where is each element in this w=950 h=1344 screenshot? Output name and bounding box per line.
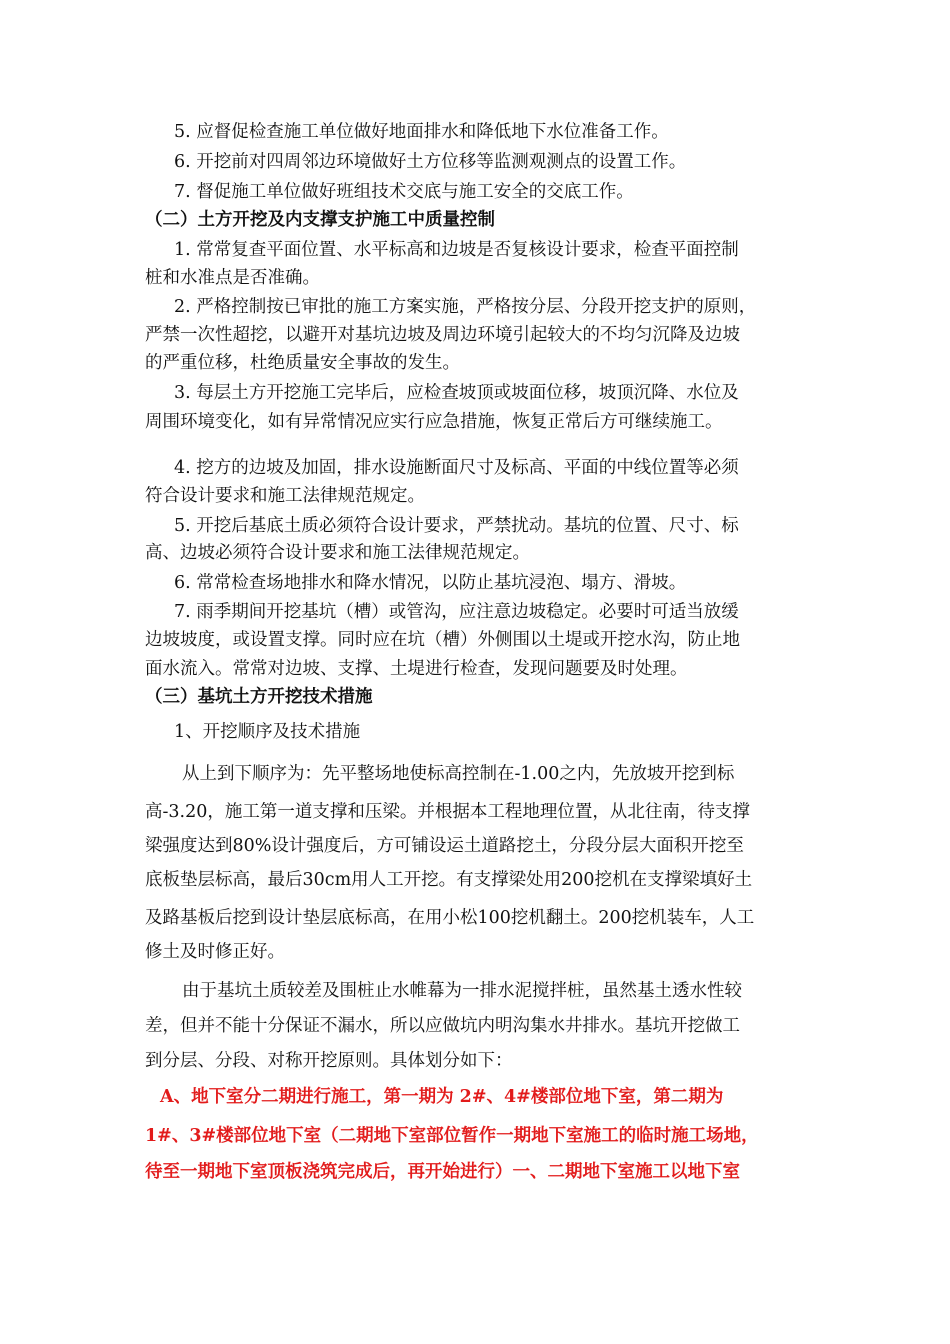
paragraph-line: 高-3.20，施工第一道支撑和压梁。并根据本工程地理位置，从北往南，待支撑 bbox=[145, 802, 750, 822]
section-heading-2: （二）土方开挖及内支撑支护施工中质量控制 bbox=[145, 210, 495, 230]
list-item: 5. 应督促检查施工单位做好地面排水和降低地下水位准备工作。 bbox=[174, 122, 669, 142]
paragraph-line: 1. 常常复查平面位置、水平标高和边坡是否复核设计要求，检查平面控制 bbox=[174, 240, 739, 260]
paragraph-line: 面水流入。常常对边坡、支撑、土堤进行检查，发现问题要及时处理。 bbox=[145, 659, 688, 679]
paragraph-line: 边坡坡度，或设置支撑。同时应在坑（槽）外侧围以土堤或开挖水沟，防止地 bbox=[145, 630, 740, 650]
paragraph-line: 5. 开挖后基底土质必须符合设计要求，严禁扰动。基坑的位置、尺寸、标 bbox=[174, 516, 739, 536]
paragraph-line: 桩和水准点是否准确。 bbox=[145, 268, 320, 288]
paragraph-line: 到分层、分段、对称开挖原则。具体划分如下： bbox=[145, 1051, 513, 1071]
paragraph-line: 符合设计要求和施工法律规范规定。 bbox=[145, 486, 425, 506]
paragraph-line: 从上到下顺序为：先平整场地使标高控制在-1.00之内，先放坡开挖到标 bbox=[182, 764, 735, 784]
paragraph-line: 由于基坑土质较差及围桩止水帷幕为一排水泥搅拌桩，虽然基土透水性较 bbox=[182, 981, 742, 1001]
paragraph-line: 的严重位移，杜绝质量安全事故的发生。 bbox=[145, 353, 460, 373]
paragraph-line: 差，但并不能十分保证不漏水，所以应做坑内明沟集水井排水。基坑开挖做工 bbox=[145, 1016, 740, 1036]
list-item: 7. 督促施工单位做好班组技术交底与施工安全的交底工作。 bbox=[174, 182, 634, 202]
paragraph-line: 及路基板后挖到设计垫层底标高，在用小松100挖机翻土。200挖机装车，人工 bbox=[145, 908, 755, 928]
highlight-line: 1#、3#楼部位地下室（二期地下室部位暂作一期地下室施工的临时施工场地， bbox=[145, 1126, 759, 1146]
paragraph-line: 4. 挖方的边坡及加固，排水设施断面尺寸及标高、平面的中线位置等必须 bbox=[174, 458, 739, 478]
subsection-title: 1、开挖顺序及技术措施 bbox=[174, 722, 361, 742]
paragraph-line: 6. 常常检查场地排水和降水情况，以防止基坑浸泡、塌方、滑坡。 bbox=[174, 573, 687, 593]
paragraph-line: 周围环境变化，如有异常情况应实行应急措施，恢复正常后方可继续施工。 bbox=[145, 412, 723, 432]
paragraph-line: 高、边坡必须符合设计要求和施工法律规范规定。 bbox=[145, 543, 530, 563]
highlight-line: 待至一期地下室顶板浇筑完成后，再开始进行）一、二期地下室施工以地下室 bbox=[145, 1162, 740, 1182]
paragraph-line: 7. 雨季期间开挖基坑（槽）或管沟，应注意边坡稳定。必要时可适当放缓 bbox=[174, 602, 739, 622]
section-heading-3: （三）基坑土方开挖技术措施 bbox=[145, 687, 373, 707]
highlight-line: A、地下室分二期进行施工，第一期为 2#、4#楼部位地下室，第二期为 bbox=[160, 1087, 724, 1107]
paragraph-line: 修土及时修正好。 bbox=[145, 942, 285, 962]
paragraph-line: 梁强度达到80%设计强度后，方可铺设运土道路挖土，分段分层大面积开挖至 bbox=[145, 836, 744, 856]
list-item: 6. 开挖前对四周邻边环境做好土方位移等监测观测点的设置工作。 bbox=[174, 152, 687, 172]
paragraph-line: 底板垫层标高，最后30cm用人工开挖。有支撑梁处用200挖机在支撑梁填好土 bbox=[145, 870, 753, 890]
paragraph-line: 2. 严格控制按已审批的施工方案实施，严格按分层、分段开挖支护的原则， bbox=[174, 297, 757, 317]
paragraph-line: 3. 每层土方开挖施工完毕后，应检查坡顶或坡面位移，坡顶沉降、水位及 bbox=[174, 383, 739, 403]
paragraph-line: 严禁一次性超挖，以避开对基坑边坡及周边环境引起较大的不均匀沉降及边坡 bbox=[145, 325, 740, 345]
